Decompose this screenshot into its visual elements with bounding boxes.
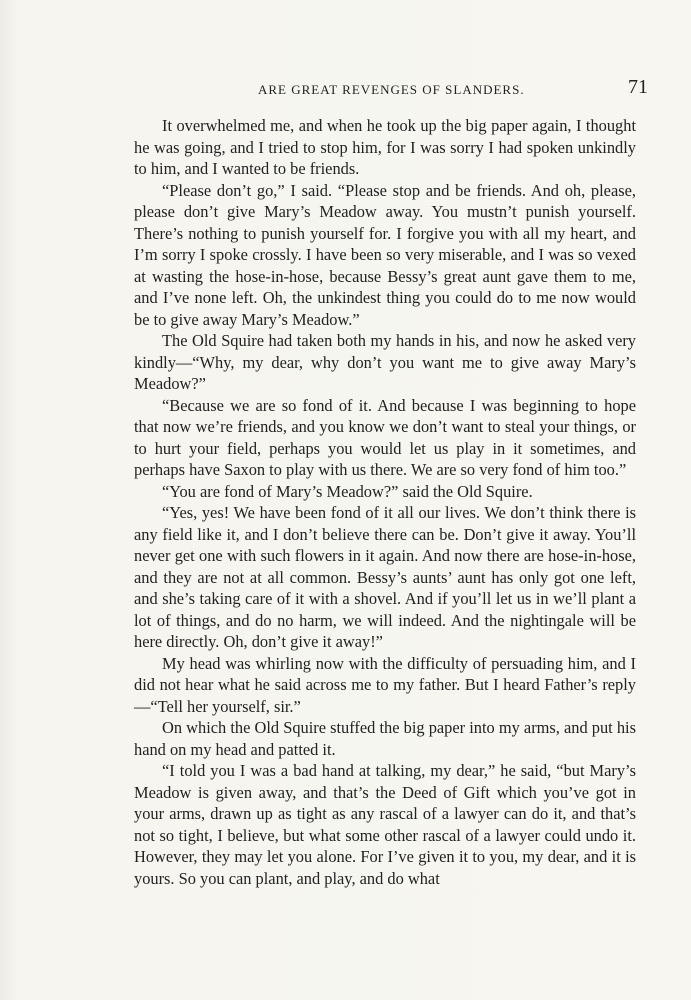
paragraph: “I told you I was a bad hand at talking, my dear,” he said, “but Mary’s Meadow is given away, and that’s the Deed of Gift which you’ve got in your arms, drawn up as tight as any rascal of a lawyer can do it, and that’s not so tight, I believe, but what some other rascal of a lawyer could undo it. However, they may let you alone. For I’ve given it to you, my dear, and it is yours. So you can plant, and play, and do what [134, 761, 636, 888]
paragraph: The Old Squire had taken both my hands in his, and now he asked very kindly—“Why, my dear, why don’t you want me to give away Mary’s Meadow?” [134, 331, 636, 393]
paragraph: My head was whirling now with the difficulty of persuading him, and I did not hear what he said across me to my father. But I heard Father’s reply—“Tell her yourself, sir.” [134, 653, 636, 716]
paragraph: “Please don’t go,” I said. “Please stop and be friends. And oh, please, please don’t give Mary’s Meadow away. You mustn’t punish yourself. There’s nothing to punish yourself for. I forgive you with all my heart, and I’m sorry I spoke crossly. I have been so very miserable, and I was so vexed at wasting the hose-in-hose, because Bessy’s great aunt gave them to me, and I’ve none left. Oh, the unkindest thing you could do to me now would be to give away Mary’s Meadow.” [134, 180, 636, 329]
paragraph: “Because we are so fond of it. And because I was beginning to hope that now we’re friends, and you know we don’t want to steal your things, or to hurt your field, perhaps you would let us play in it sometimes, and perhaps have Saxon to play with us there. We are so very fond of him too.” [134, 395, 636, 479]
page-number: 71 [628, 76, 648, 98]
paragraph: “Yes, yes! We have been fond of it all our lives. We don’t think there is any field like it, and I don’t believe there can be. Don’t give it away. You’ll never get one with such flowers in it again. And now there are hose-in-hose, and they are not at all common. Bessy’s aunts’ aunt has only got one left, and she’s taking care of it with a shovel. And if you’ll let us in we’ll plant a lot of things, and do no harm, we will indeed. And the nightingale will be here directly. Oh, don’t give it away!” [134, 503, 636, 651]
body-text [134, 115, 636, 889]
paragraph: On which the Old Squire stuffed the big paper into my arms, and put his hand on my head and patted it. [134, 718, 636, 759]
running-head: ARE GREAT REVENGES OF SLANDERS. [258, 82, 525, 97]
paragraph: “You are fond of Mary’s Meadow?” said the Old Squire. [162, 481, 533, 501]
paragraph: It overwhelmed me, and when he took up the big paper again, I thought he was going, and I tried to stop him, for I was sorry I had spoken unkindly to him, and I wanted to be friends. [134, 116, 636, 178]
